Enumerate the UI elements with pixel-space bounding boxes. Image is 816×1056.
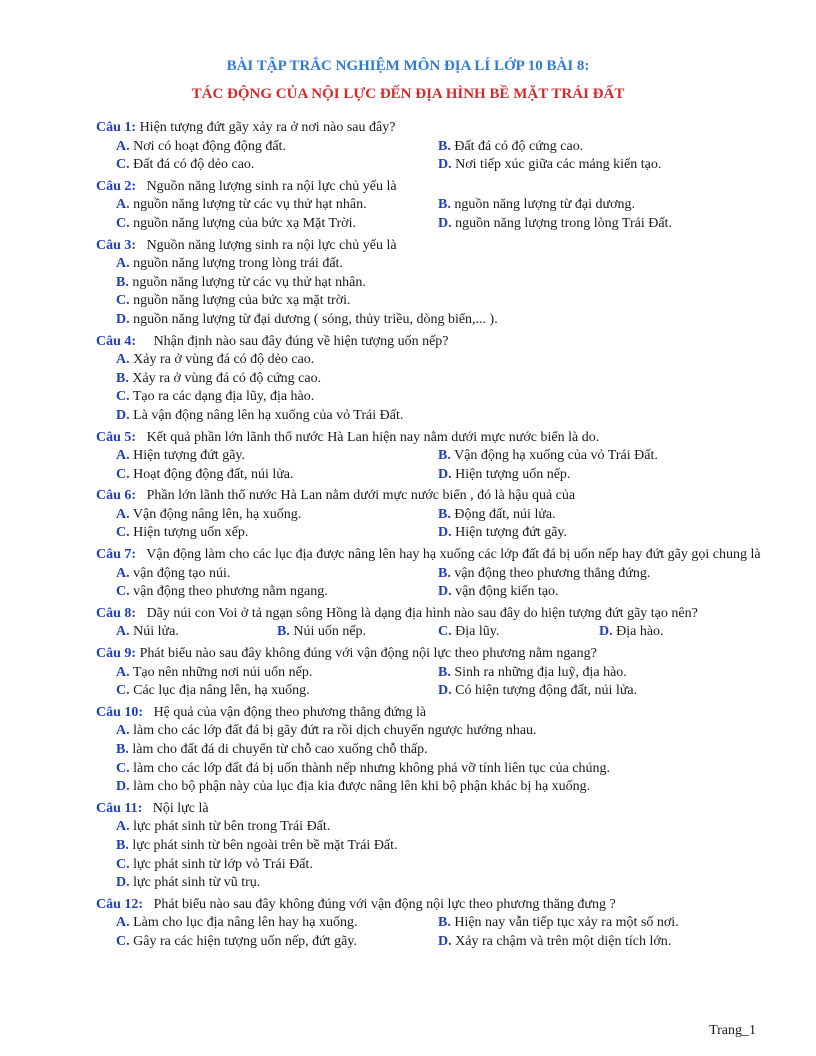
option-letter: D.: [116, 779, 130, 795]
answer-option: [116, 255, 768, 274]
answer-option: [116, 447, 438, 466]
answer-option: [438, 447, 760, 466]
option-letter: C.: [116, 157, 130, 173]
answer-option: [116, 156, 438, 175]
option-letter: A.: [116, 506, 130, 522]
question-number: Câu 12:: [96, 896, 144, 912]
answer-option: [116, 874, 768, 893]
question-6: [96, 487, 768, 543]
question-number: Câu 3:: [96, 237, 137, 253]
answer-option: [116, 565, 438, 584]
answer-option: [116, 837, 768, 856]
option-text: Xảy ra ở vùng đá có độ cứng cao.: [128, 370, 322, 386]
answer-options: [96, 818, 768, 892]
question-text: Phát biểu nào sau đây không đúng với vận động nội lực theo phương thăng đưng ?: [143, 896, 616, 912]
question-10: [96, 704, 768, 797]
question-list: [96, 116, 768, 952]
option-text: Là vận động nâng lên hạ xuống của vỏ Trái Đất.: [129, 407, 404, 423]
question-text: Phần lớn lãnh thổ nước Hà Lan nằm dưới mực nước biển , đó là hậu quả của: [136, 488, 576, 504]
option-letter: A.: [116, 565, 130, 581]
option-text: làm cho bộ phận này của lục địa kia được nâng lên khi bộ phận khác bị hạ xuống.: [129, 779, 591, 795]
question-stem: [96, 333, 768, 352]
option-letter: C.: [116, 525, 130, 541]
answer-option: [277, 623, 438, 642]
question-3: [96, 237, 768, 330]
answer-option: [116, 914, 438, 933]
page-number: Trang_1: [709, 1023, 756, 1038]
option-text: Động đất, núi lửa.: [450, 506, 556, 522]
option-letter: A.: [116, 819, 130, 835]
answer-option: [116, 524, 438, 543]
option-text: nguồn năng lượng từ các vụ thử hạt nhân.: [128, 274, 366, 290]
question-12: [96, 896, 768, 952]
question-number: Câu 7:: [96, 547, 137, 563]
question-text: Kết quả phần lớn lãnh thổ nước Hà Lan hiện nay nằm dưới mực nước biển là do.: [136, 429, 600, 445]
option-text: lực phát sinh từ bên ngoài trên bề mặt Trái Đất.: [128, 837, 398, 853]
option-text: Gây ra các hiện tượng uốn nếp, đứt gãy.: [129, 933, 357, 949]
question-stem: [96, 119, 768, 138]
answer-option: [116, 741, 768, 760]
option-letter: C.: [438, 624, 452, 640]
option-letter: D.: [438, 683, 452, 699]
document-subtitle: TÁC ĐỘNG CỦA NỘI LỰC ĐẾN ĐỊA HÌNH BỀ MẶT TRÁI ĐẤT: [191, 86, 625, 102]
option-letter: D.: [438, 933, 452, 949]
question-stem: [96, 704, 768, 723]
question-4: [96, 333, 768, 426]
answer-option: [116, 818, 768, 837]
option-letter: B.: [116, 370, 129, 386]
option-letter: C.: [116, 933, 130, 949]
option-letter: D.: [438, 215, 452, 231]
option-text: Địa lũy.: [451, 624, 500, 640]
option-letter: A.: [116, 256, 130, 272]
question-11: [96, 800, 768, 893]
option-letter: D.: [116, 311, 130, 327]
option-text: Có hiện tượng động đất, núi lửa.: [451, 683, 638, 699]
answer-option: [116, 760, 768, 779]
answer-options: [96, 623, 768, 642]
answer-option: [438, 196, 760, 215]
question-text: Nhận định nào sau đây đúng về hiện tượng uốn nếp?: [136, 333, 449, 349]
option-text: Xảy ra chậm và trên một diện tích lớn.: [451, 933, 672, 949]
question-number: Câu 10:: [96, 704, 144, 720]
option-text: vận động tạo núi.: [129, 565, 231, 581]
answer-options: [96, 351, 768, 425]
option-text: Vận động nâng lên, hạ xuống.: [129, 506, 302, 522]
option-text: nguồn năng lượng trong lòng Trái Đất.: [451, 215, 672, 231]
option-letter: B.: [438, 565, 451, 581]
answer-option: [116, 407, 768, 426]
answer-option: [438, 524, 760, 543]
question-1: [96, 119, 768, 175]
answer-option: [438, 156, 760, 175]
question-number: Câu 9:: [96, 646, 137, 662]
option-text: Tạo nên những nơi núi uốn nếp.: [129, 664, 313, 680]
answer-option: [116, 292, 768, 311]
option-letter: B.: [116, 274, 129, 290]
option-text: Nơi có hoạt động động đất.: [129, 138, 286, 154]
answer-options: [96, 664, 768, 701]
question-text: Nội lực là: [142, 800, 209, 816]
answer-option: [438, 215, 760, 234]
answer-options: [96, 914, 768, 951]
option-text: Đất đá có độ dẻo cao.: [129, 157, 255, 173]
question-7: [96, 546, 768, 602]
answer-option: [438, 138, 760, 157]
option-text: Hiện tượng đứt gãy.: [129, 448, 246, 464]
option-letter: A.: [116, 915, 130, 931]
answer-option: [116, 370, 768, 389]
option-text: nguồn năng lượng từ đại dương ( sóng, thủy triều, dòng biển,... ).: [129, 311, 498, 327]
question-number: Câu 8:: [96, 605, 137, 621]
option-letter: A.: [116, 723, 130, 739]
option-letter: B.: [438, 138, 451, 154]
answer-option: [116, 311, 768, 330]
option-letter: B.: [438, 448, 451, 464]
question-stem: [96, 429, 768, 448]
question-text: Hiện tượng đứt gãy xảy ra ở nơi nào sau đây?: [136, 120, 396, 135]
option-text: Núi uốn nếp.: [289, 624, 367, 640]
option-text: Núi lửa.: [129, 624, 179, 640]
option-text: vận động theo phương thẳng đứng.: [450, 565, 651, 581]
document-title: BÀI TẬP TRẮC NGHIỆM MÔN ĐỊA LÍ LỚP 10 BÀI 8:: [226, 58, 590, 74]
question-stem: [96, 896, 768, 915]
question-5: [96, 429, 768, 485]
option-letter: C.: [116, 466, 130, 482]
option-text: làm cho các lớp đất đá bị uốn thành nếp nhưng không phá vỡ tính liên tục của chúng.: [129, 760, 611, 776]
question-text: Nguồn năng lượng sinh ra nội lực chủ yếu là: [136, 237, 397, 253]
option-text: Vận động hạ xuống của vỏ Trái Đất.: [450, 448, 658, 464]
answer-option: [116, 388, 768, 407]
answer-options: [96, 196, 768, 233]
answer-options: [96, 255, 768, 329]
option-letter: D.: [438, 584, 452, 600]
answer-option: [116, 664, 438, 683]
option-letter: C.: [116, 856, 130, 872]
option-text: vận động theo phương nằm ngang.: [129, 584, 328, 600]
answer-option: [116, 215, 438, 234]
option-text: Hiện tượng đứt gãy.: [451, 525, 568, 541]
answer-options: [96, 138, 768, 175]
answer-option: [599, 623, 760, 642]
question-text: Phát biểu nào sau đây không đúng với vận động nội lực theo phương nằm ngang?: [136, 646, 597, 662]
question-number: Câu 6:: [96, 488, 137, 504]
option-letter: C.: [116, 293, 130, 309]
answer-option: [116, 138, 438, 157]
option-letter: D.: [116, 875, 130, 891]
option-letter: B.: [438, 197, 451, 213]
answer-option: [438, 466, 760, 485]
option-text: Hiện tượng uốn xếp.: [129, 525, 249, 541]
answer-option: [116, 778, 768, 797]
answer-option: [438, 565, 760, 584]
option-letter: B.: [438, 506, 451, 522]
option-letter: C.: [116, 760, 130, 776]
question-stem: [96, 487, 768, 506]
option-text: Địa hào.: [612, 624, 664, 640]
option-letter: D.: [599, 624, 613, 640]
option-letter: A.: [116, 138, 130, 154]
option-text: nguồn năng lượng của bức xạ Mặt Trời.: [129, 215, 356, 231]
question-stem: [96, 237, 768, 256]
answer-option: [116, 856, 768, 875]
option-letter: A.: [116, 352, 130, 368]
option-text: Các lục địa nâng lên, hạ xuống.: [129, 683, 310, 699]
option-text: Hiện tượng uốn nếp.: [451, 466, 571, 482]
option-letter: D.: [438, 466, 452, 482]
question-text: Vận động làm cho các lục địa được nâng lên hay hạ xuống các lớp đất đá bị uốn nếp hay đứt gãy gọi chung là: [136, 547, 761, 563]
question-number: Câu 1:: [96, 120, 137, 135]
answer-option: [438, 664, 760, 683]
question-number: Câu 11:: [96, 800, 143, 816]
option-text: Tạo ra các dạng địa lũy, địa hào.: [129, 389, 315, 405]
option-text: lực phát sinh từ bên trong Trái Đất.: [129, 819, 331, 835]
option-text: lực phát sinh từ vũ trụ.: [129, 875, 261, 891]
answer-option: [438, 506, 760, 525]
option-letter: A.: [116, 624, 130, 640]
answer-options: [96, 565, 768, 602]
option-text: nguồn năng lượng trong lòng trái đất.: [129, 256, 343, 272]
option-text: Sinh ra những địa luỹ, địa hào.: [450, 664, 627, 680]
question-9: [96, 645, 768, 701]
option-text: Xảy ra ở vùng đá có độ dẻo cao.: [129, 352, 315, 368]
option-letter: C.: [116, 683, 130, 699]
answer-option: [116, 274, 768, 293]
option-letter: A.: [116, 197, 130, 213]
answer-options: [96, 447, 768, 484]
option-letter: B.: [116, 837, 129, 853]
option-letter: B.: [438, 915, 451, 931]
option-letter: B.: [438, 664, 451, 680]
option-letter: B.: [116, 742, 129, 757]
answer-option: [438, 623, 599, 642]
option-letter: C.: [116, 389, 130, 405]
question-stem: [96, 800, 768, 819]
answer-option: [116, 623, 277, 642]
answer-options: [96, 722, 768, 796]
question-number: Câu 5:: [96, 429, 137, 445]
answer-option: [116, 196, 438, 215]
option-text: Làm cho lục địa nâng lên hay hạ xuống.: [129, 915, 358, 931]
option-text: Đất đá có độ cứng cao.: [450, 138, 584, 154]
option-letter: D.: [438, 525, 452, 541]
answer-option: [116, 583, 438, 602]
option-text: nguồn năng lượng từ đại dương.: [450, 197, 636, 213]
answer-option: [116, 933, 438, 952]
option-text: Hiện nay vẫn tiếp tục xảy ra một số nơi.: [450, 915, 679, 931]
answer-options: [96, 506, 768, 543]
option-letter: D.: [116, 407, 130, 423]
question-stem: [96, 645, 768, 664]
option-text: Hoạt động động đất, núi lửa.: [129, 466, 294, 482]
answer-option: [438, 933, 760, 952]
question-text: Hệ quả của vận động theo phương thẳng đứng là: [143, 704, 427, 720]
question-stem: [96, 178, 768, 197]
question-8: [96, 605, 768, 642]
option-text: làm cho các lớp đất đá bị gãy đứt ra rồi dịch chuyển ngược hướng nhau.: [129, 723, 537, 739]
option-text: vận động kiến tạo.: [451, 584, 559, 600]
question-2: [96, 178, 768, 234]
answer-option: [438, 914, 760, 933]
option-letter: B.: [277, 624, 290, 640]
answer-option: [116, 466, 438, 485]
answer-option: [438, 583, 760, 602]
question-text: Dãy núi con Voi ở tả ngạn sông Hồng là dạng địa hình nào sau đây do hiện tượng đứt gãy tạo nên?: [136, 605, 698, 621]
answer-option: [116, 506, 438, 525]
question-stem: [96, 605, 768, 624]
option-text: Nơi tiếp xúc giữa các mảng kiến tạo.: [451, 157, 662, 173]
option-letter: D.: [438, 157, 452, 173]
option-letter: C.: [116, 215, 130, 231]
option-letter: A.: [116, 664, 130, 680]
option-text: nguồn năng lượng từ các vụ thử hạt nhân.: [129, 197, 367, 213]
question-stem: [96, 546, 768, 565]
answer-option: [438, 682, 760, 701]
answer-option: [116, 722, 768, 741]
question-text: Nguồn năng lượng sinh ra nội lực chủ yếu là: [136, 178, 397, 194]
answer-option: [116, 682, 438, 701]
option-letter: C.: [116, 584, 130, 600]
question-number: Câu 4:: [96, 333, 137, 349]
option-text: làm cho đất đá di chuyển từ chỗ cao xuống chỗ thấp.: [128, 742, 428, 757]
option-text: nguồn năng lượng của bức xạ mặt trời.: [129, 293, 351, 309]
question-number: Câu 2:: [96, 178, 137, 194]
option-letter: A.: [116, 448, 130, 464]
option-text: lực phát sinh từ lớp vỏ Trái Đất.: [129, 856, 313, 872]
answer-option: [116, 351, 768, 370]
